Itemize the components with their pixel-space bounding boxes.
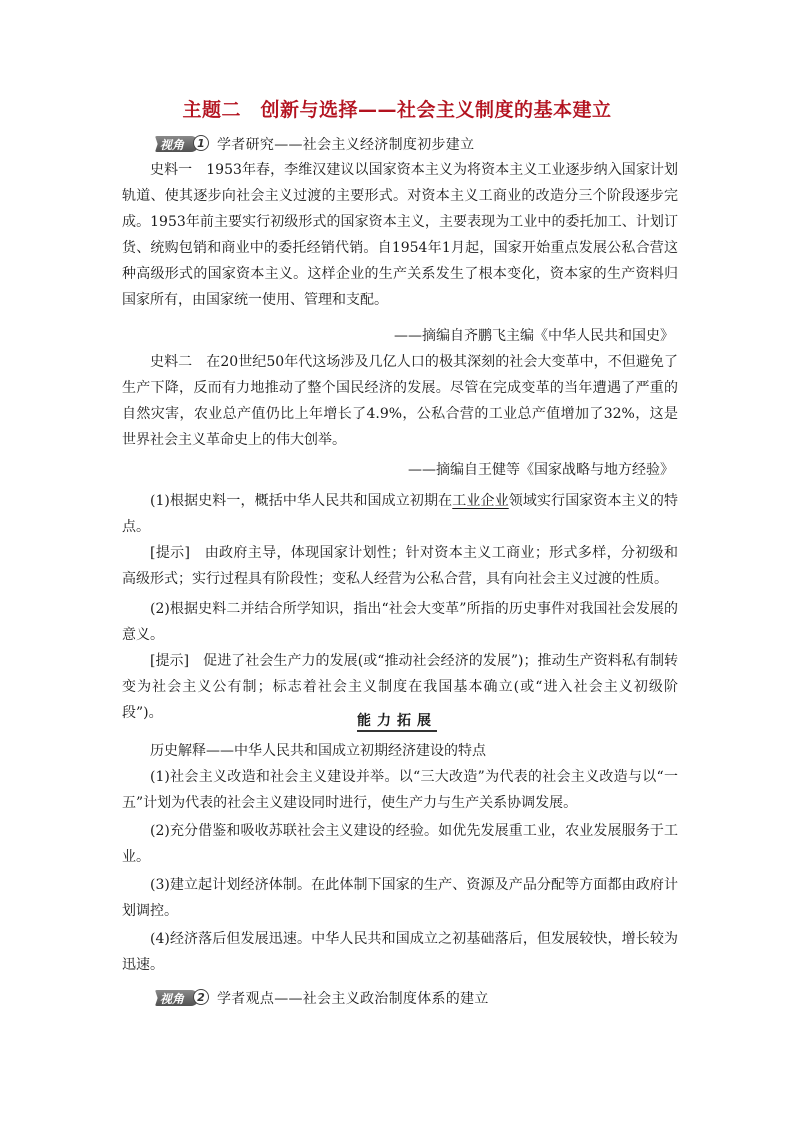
- view-badge-1: [155, 135, 209, 153]
- hint-two: [提示] 促进了社会生产力的发展(或“推动社会经济的发展”)；推动生产资料私有制转变为社会主义公有制；标志着社会主义制度在我国基本确立(或“进入社会主义初级阶段”)。: [122, 653, 678, 721]
- ability-heading-text: 能力拓展: [357, 713, 437, 732]
- badge-number: 2: [193, 989, 209, 1005]
- source-two-citation: ——摘编自王健等《国家战略与地方经验》: [408, 462, 674, 478]
- source-one-text: 史料一 1953年春，李维汉建议以国家资本主义为将资本主义工业逐步纳入国家计划轨道、使其逐步向社会主义过渡的主要形式。对资本主义工商业的改造分三个阶段逐步完成。1953年前主要实行初级形式的国家资本主义，主要表现为工业中的委托加工、计划订货、统购包销和商业中的委托经销代销。自1954年1月起，国家开始重点发展公私合营这种高级形式的国家资本主义。这样企业的生产关系发生了根本变化，资本家的生产资料归国家所有，由国家统一使用、管理和支配。: [122, 162, 678, 308]
- point-4: (4)经济落后但发展迅速。中华人民共和国成立之初基础落后，但发展较快，增长较为迅速。: [122, 931, 678, 973]
- view-heading-1: [155, 132, 474, 156]
- question-one: [122, 488, 678, 540]
- page-title: 主题二 创新与选择——社会主义制度的基本建立: [182, 99, 612, 121]
- view-heading-label: 学者观点——社会主义政治制度体系的建立: [217, 991, 489, 1007]
- question-one-text-b: 领域实行国家资本主义的特点。: [122, 493, 679, 535]
- point-3: (3)建立起计划经济体制。在此体制下国家的生产、资源及产品分配等方面都由政府计划调控。: [122, 877, 678, 919]
- source-two-text: 史料二 在20世纪50年代这场涉及几亿人口的极其深刻的社会大变革中，不但避免了生产下降，反而有力地推动了整个国民经济的发展。尽管在完成变革的当年遭遇了严重的自然灾害，农业总产值仍比上年增长了4.9%，公私合营的工业总产值增加了32%，这是世界社会主义革命史上的伟大创举。: [122, 354, 678, 448]
- view-heading-label: 学者研究——社会主义经济制度初步建立: [217, 137, 475, 153]
- question-two: (2)根据史料二并结合所学知识，指出“社会大变革”所指的历史事件对我国社会发展的意义。: [122, 601, 678, 643]
- ability-heading: [0, 710, 794, 730]
- hint-one: [提示] 由政府主导，体现国家计划性；针对资本主义工商业；形式多样，分初级和高级形式；实行过程具有阶段性；变私人经营为公私合营，具有向社会主义过渡的性质。: [122, 545, 678, 587]
- badge-text: 视角: [160, 991, 185, 1006]
- view-badge-2: [155, 989, 209, 1007]
- point-2: (2)充分借鉴和吸收苏联社会主义建设的经验。如优先发展重工业，农业发展服务于工业。: [122, 823, 678, 865]
- badge-text: 视角: [160, 137, 185, 152]
- explain-title: 历史解释——中华人民共和国成立初期经济建设的特点: [150, 743, 486, 759]
- view-heading-2: [155, 986, 489, 1010]
- source-one-citation: ——摘编自齐鹏飞主编《中华人民共和国史》: [394, 328, 674, 344]
- point-1: (1)社会主义改造和社会主义建设并举。以“三大改造”为代表的社会主义改造与以“一五”计划为代表的社会主义建设同时进行，使生产力与生产关系协调发展。: [122, 769, 678, 811]
- question-one-text-a: (1)根据史料一，概括中华人民共和国成立初期在: [150, 493, 453, 509]
- underlined-keyword: 工业企业: [452, 493, 509, 509]
- badge-number: 1: [193, 135, 209, 151]
